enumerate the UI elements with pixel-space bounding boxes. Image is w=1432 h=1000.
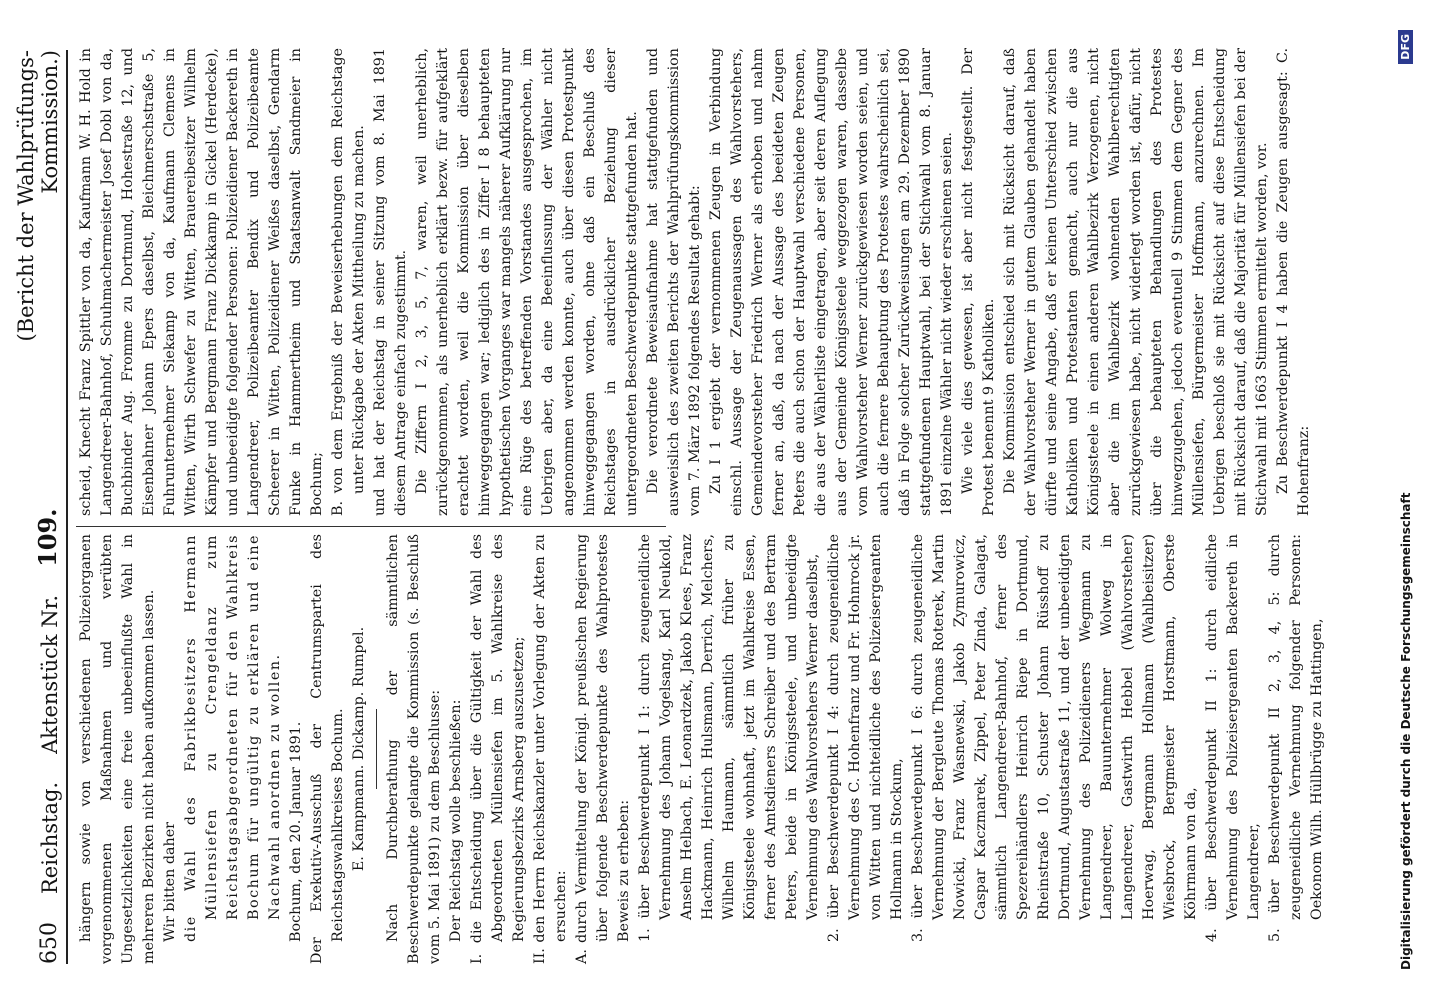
paragraph: scheid, Knecht Franz Spittler von da, Kaufmann W. H. Hold in Langendreer-Bahnhof, Schuhmachermeister Josef Dobl von da, Buchbinder Aug. Fromme zu Dortmund, Hohestraße 12, und Eisenbahner Johann Epers daselbst, Bleichmerschstraße 5, Fuhrunternehmer Siekamp von da, Kaufmann Clemens in Witten, Wirth Schwefer zu Witten, Brauereibesitzer Wilhelm Kämpfer und Bergmann Franz Dickkamp in Gickel (Herdecke), und unbeeidigte folgender Personen: Polizeidiener Backereth in Langendreer, Polizeibeamter Bendix und Polizeibeamte Scheerer in Witten, Polizeidiener Weißes daselbst, Gendarm Funke in Hammertheim und Staatsanwalt Sandmeier in Bochum; <box>78 48 325 516</box>
paragraph: Der Reichstag wolle beschließen: <box>448 699 464 942</box>
paragraph: B. von dem Ergebniß der Beweiserhebungen dem Reichstage unter Rückgabe der Akten Mittheilung zu machen. <box>330 48 367 516</box>
paragraph: I. die Entscheidung über die Gültigkeit der Wahl des Abgeordneten Müllensiefen im 5. Wahlkreise des Regierungsbezirks Arnsberg auszusetzen; <box>469 534 527 964</box>
header-parliament: Reichstag. <box>38 781 62 894</box>
paragraph: Nach Durchberathung der sämmtlichen Beschwerdepunkte gelangte die Kommission (s. Beschluß vom 5. Mai 1891) zu dem Beschlusse: <box>385 534 443 964</box>
paragraph: Die verordnete Beweisaufnahme hat stattgefunden und ausweislich des zweiten Berichts der Wahlprüfungskommission vom 7. März 1892 folgendes Resultat gehabt: <box>645 48 703 516</box>
digitization-credit <box>1398 30 1413 970</box>
divider <box>376 709 377 789</box>
left-column <box>76 534 1328 964</box>
paragraph: Wie viele dies gewesen, ist aber nicht festgestellt. Der Protest benennt 9 Katholiken. <box>960 48 997 516</box>
paragraph: Zu Beschwerdepunkt I 4 haben die Zeugen ausgesagt: C. Hohenfranz: <box>1275 48 1312 516</box>
paragraph: Die Kommission entschied sich mit Rücksicht darauf, daß der Wahlvorsteher Werner in gutem Glauben gehandelt haben dürfte und seine Angabe, daß er keinen Unterschied zwischen Katholiken und Protestanten gemacht, auch nur die aus Königssteele in einen anderen Wahlbezirk Verzogenen, nicht aber die im Wahlbezirk wohnenden Wahlberechtigten zurückgewiesen habe, nicht widerlegt worden ist, dafür, nicht über die behaupteten Behandlungen des Protestes hinwegzugehen, jedoch eventuell 9 Stimmen dem Gegner des Müllensiefen, Bürgermeister Hoffmann, anzurechnen. Im Uebrigen beschloß sie mit Rücksicht auf diese Entscheidung mit Rücksicht darauf, daß die Majorität für Müllensiefen bei der Stichwahl mit 1663 Stimmen ermittelt worden, vor. <box>1002 48 1270 516</box>
paragraph: 2. über Beschwerdepunkt I 4: durch zeugeneidliche Vernehmung des C. Hohenfranz und Fr. Hohnrock jr. von Witten und nichteidliche des Polizeisergeanten Hollmann in Stockum, <box>826 534 905 942</box>
paragraph: Der Exekutiv-Ausschuß der Centrumspartei des Reichstagswahlkreises Bochum. <box>309 534 346 964</box>
header-document: Aktenstück Nr. <box>38 594 62 754</box>
paragraph: Die Ziffern I 2, 3, 5, 7, waren, weil unerheblich, zurückgenommen, als unerheblich erklärt bezw. für aufgeklärt erachtet worden, weil die Kommission über dieselben hinweggegangen war; lediglich des in Ziffer I 8 behaupteten hypothetischen Vorganges war mangels näherer Aufklärung nur eine Rüge des betreffenden Vorstandes ausgesprochen, im Uebrigen aber, da eine Beeinflussung der Wähler nicht angenommen werden konnte, auch über diesen Protestpunkt hinweggegangen worden, ohne daß ein Beschluß des Reichstages in ausdrücklicher Beziehung dieser untergeordneten Beschwerdepunkte stattgefunden hat. <box>414 48 640 516</box>
page-header <box>14 50 68 964</box>
paragraph: 4. über Beschwerdepunkt II 1: durch eidliche Vernehmung des Polizeisergeanten Backereth in Langendreer, <box>1204 534 1262 942</box>
signatories: E. Kampmann. Dickamp. Rumpel. <box>351 626 367 872</box>
column-rule <box>76 526 666 527</box>
page-number: 650 <box>37 922 62 964</box>
credit-text: Digitalisierung gefördert durch die Deutsche Forschungsgemeinschaft <box>1398 492 1413 970</box>
right-column <box>76 48 1315 516</box>
paragraph: 5. über Beschwerdepunkt II 2, 3, 4, 5: durch zeugeneidliche Vernehmung folgender Personen: Oekonom Wilh. Hüllbrügge zu Hattingen, <box>1267 534 1325 942</box>
paragraph: die Wahl des Fabrikbesitzers Hermann Müllensiefen zu Crengeldanz zum Reichstagsabgeordneten für den Wahlkreis Bochum für ungültig zu erklären und eine Nachwahl anordnen zu wollen. <box>183 534 283 942</box>
paragraph: hängern sowie von verschiedenen Polizeiorganen vorgenommenen Maßnahmen und verübten Ungesetzlichkeiten eine freie unbeeinflußte Wahl in mehreren Bezirken nicht haben aufkommen lassen. <box>78 534 157 964</box>
paragraph: Wir bitten daher <box>162 821 178 942</box>
header-title: (Bericht der Wahlprüfungs-Kommission.) <box>14 50 62 342</box>
paragraph: II. den Herrn Reichskanzler unter Vorlegung der Akten zu ersuchen: <box>532 534 569 964</box>
paragraph: 1. über Beschwerdepunkt I 1: durch zeugeneidliche Vernehmung des Johann Vogelsang, Karl Neukold, Anselm Helbach, E. Leonardzek, Jakob Klees, Franz Hackmann, Heinrich Hulsmann, Derrich, Melchers, Wilhelm Haumann, sämmtlich früher zu Königssteele wohnhaft, jetzt im Wahlkreise Essen, ferner des Amtsdieners Schreiber und des Bertram Peters, beide in Königssteele, und unbeeidigte Vernehmung des Wahlvorstehers Werner daselbst, <box>637 534 821 942</box>
header-number: 109. <box>33 508 62 567</box>
paragraph: und hat der Reichstag in seiner Sitzung vom 8. Mai 1891 diesem Antrage einfach zugestimmt. <box>372 48 409 516</box>
paragraph: 3. über Beschwerdepunkt I 6: durch zeugeneidliche Vernehmung der Bergleute Thomas Roterek, Martin Nowicki, Franz Wasnewski, Jakob Zymurowicz, Caspar Kaczmarek, Zippel, Peter Zinda, Galagat, sämmtlich Langendreer-Bahnhof, ferner des Spezereihändlers Heinrich Riepe in Dortmund, Rheinstraße 10, Schuster Johann Rüsshoff zu Dortmund, Augustastraße 11, und der unbeeidigten Vernehmung des Polizeidieners Wegmann zu Langendreer, Bauunternehmer Wolweg in Langendreer, Gastwirth Hebbel (Wahlvorsteher) Hoerwag, Bergmann Hollmann (Wahlbeisitzer) Wiesbrock, Bergmeister Horstmann, Oberste Köhrmann von da, <box>910 534 1199 942</box>
paragraph: Bochum, den 20. Januar 1891. <box>288 721 304 942</box>
paragraph: Zu I 1 ergiebt der vernommenen Zeugen in Verbindung einschl. Aussage der Zeugenaussagen des Wahlvorstehers, Gemeindevorsteher Friedrich Werner als erhoben und nahm ferner an, daß, da nach der Aussage des beeideten Zeugen Peters die auch schon der Hauptwahl verschiedene Personen, die aus der Wählerliste eingetragen, aber seit deren Auflegung aus der Gemeinde Königssteele weggezogen waren, dasselbe vom Wahlvorsteher Werner zurückgewiesen worden seien, und auch die fernere Behauptung des Protestes wahrscheinlich sei, daß in Folge solcher Zurückweisungen am 29. Dezember 1890 stattgefundenen Hauptwahl, bei der Stichwahl vom 8. Januar 1891 einzelne Wähler nicht wieder erschienen seien. <box>708 48 955 516</box>
paragraph: A. durch Vermittelung der Königl. preußischen Regierung über folgende Beschwerdepunkte des Wahlprotestes Beweis zu erheben: <box>574 534 632 964</box>
dfg-logo: DFG <box>1398 30 1413 64</box>
